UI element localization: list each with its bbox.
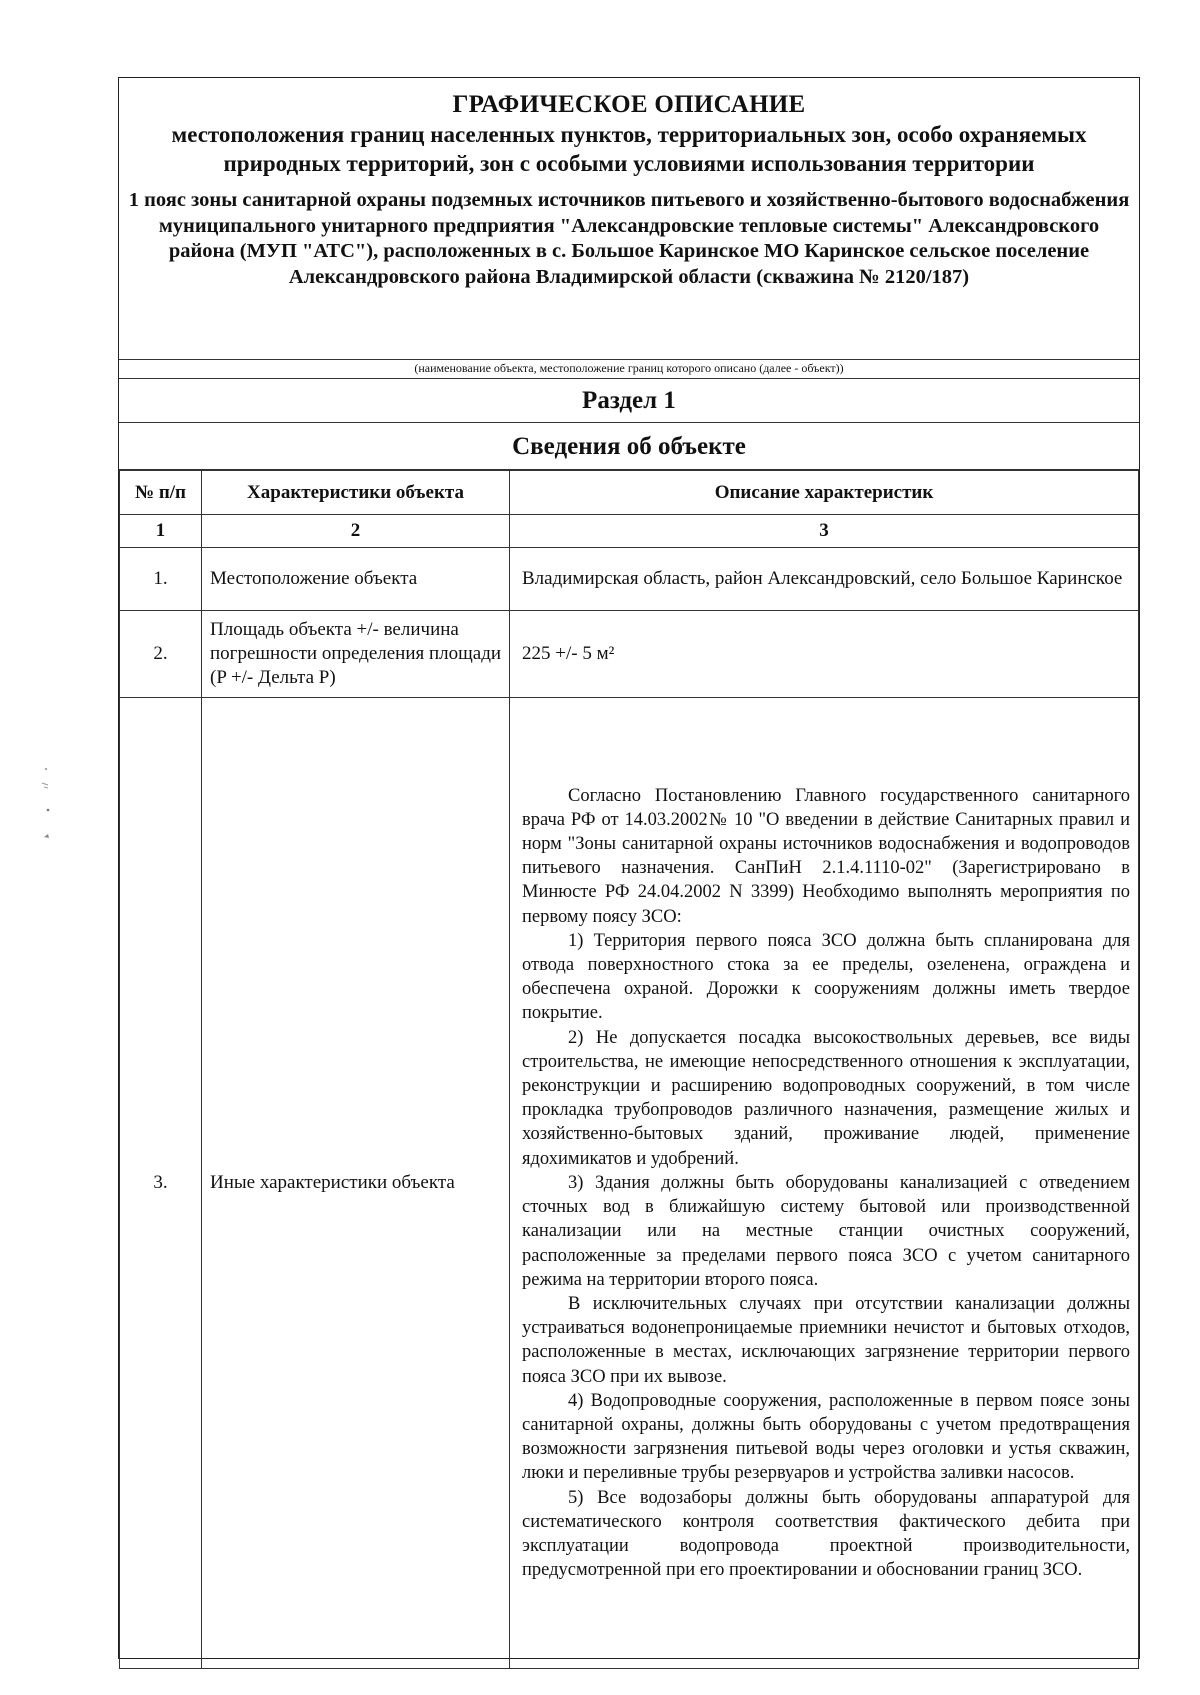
row-description [510, 698, 1139, 1669]
row-characteristic: Местоположение объекта [202, 548, 510, 611]
page-title: ГРАФИЧЕСКОЕ ОПИСАНИЕ [452, 91, 806, 118]
table-row [120, 548, 1139, 611]
description-paragraph: 1) Территория первого пояса ЗСО должна быть спланирована для отвода поверхностного стока за ее пределы, озеленена, ограждена и обеспечена охраной. Дорожки к сооружениям должны иметь твердое покрытие. [522, 930, 1130, 1024]
row-number: 1. [120, 548, 202, 611]
page-subtitle: местоположения границ населенных пунктов, территориальных зон, особо охраняемых природных территорий, зон с особыми условиями использования территории [171, 122, 1087, 176]
row-number: 3. [120, 698, 202, 1669]
section-title: Сведения об объекте [119, 423, 1139, 470]
document-frame [118, 77, 1140, 1659]
table-header-row [120, 471, 1139, 515]
description-paragraph: В исключительных случаях при отсутствии канализации должны устраиваться водонепроницаемые приемники нечистот и бытовых отходов, расположенные в местах, исключающих загрязнение территории первого пояса ЗСО при их вывозе. [522, 1293, 1130, 1387]
object-description: 1 пояс зоны санитарной охраны подземных источников питьевого и хозяйственно-бытового водоснабжения муниципального унитарного предприятия "Александровские тепловые системы" Александровского района (МУП "АТС"), расположенных в с. Большое Каринское МО Каринское сельское поселение Александровского района Владимирской области (скважина № 2120/187) [128, 189, 1130, 288]
description-paragraph: 2) Не допускается посадка высокоствольных деревьев, все виды строительства, не имеющие непосредственного отношения к эксплуатации, реконструкции и расширению водопроводных сооружений, в том числе прокладка трубопроводов различного назначения, размещение жилых и хозяйственно-бытовых зданий, проживание людей, применение ядохимикатов и удобрений. [522, 1027, 1130, 1169]
column-number-row [120, 515, 1139, 548]
description-paragraph: 5) Все водозаборы должны быть оборудованы аппаратурой для систематического контроля соответствия фактического дебита при эксплуатации водопровода проектной производительности, предусмотренной при его проектировании и обосновании границ ЗСО. [522, 1487, 1130, 1581]
description-paragraph: 3) Здания должны быть оборудованы канализацией с отведением сточных вод в ближайшую систему бытовой или производственной канализации или на местные станции очистных сооружений, расположенные за пределами первого пояса ЗСО с учетом санитарного режима на территории второго пояса. [522, 1172, 1130, 1290]
row-characteristic: Иные характеристики объекта [202, 698, 510, 1669]
description-paragraph: 4) Водопроводные сооружения, расположенные в первом поясе зоны санитарной охраны, должны быть оборудованы с учетом предотвращения возможности загрязнения питьевой воды через оголовки и устья скважин, люки и переливные трубы резервуаров и устройства заливки насосов. [522, 1390, 1130, 1484]
column-header-number: № п/п [120, 471, 202, 515]
column-header-description: Описание характеристик [510, 471, 1139, 515]
document-header [119, 78, 1139, 356]
row-number: 2. [120, 611, 202, 698]
column-number: 1 [120, 515, 202, 548]
column-number: 2 [202, 515, 510, 548]
object-caption: (наименование объекта, местоположение границ которого описано (далее - объект)) [119, 359, 1139, 379]
table-row [120, 698, 1139, 1669]
column-number: 3 [510, 515, 1139, 548]
description-paragraph: Согласно Постановлению Главного государственного санитарного врача РФ от 14.03.2002№ 10 "О введении в действие Санитарных правил и норм "Зоны санитарной охраны источников водоснабжения и водопроводов питьевого назначения. СанПиН 2.1.4.1110-02" (Зарегистрировано в Минюсте РФ 24.04.2002 N 3399) Необходимо выполнять мероприятия по первому поясу ЗСО: [522, 785, 1130, 927]
column-header-characteristic: Характеристики объекта [202, 471, 510, 515]
row-description: Владимирская область, район Александровский, село Большое Каринское [510, 548, 1139, 611]
object-info-table [119, 470, 1139, 1669]
section-number: Раздел 1 [119, 379, 1139, 423]
row-description: 225 +/- 5 м² [510, 611, 1139, 698]
scan-artifact-marks [36, 765, 56, 855]
table-row [120, 611, 1139, 698]
row-characteristic: Площадь объекта +/- величина погрешности определения площади (P +/- Дельта P) [202, 611, 510, 698]
